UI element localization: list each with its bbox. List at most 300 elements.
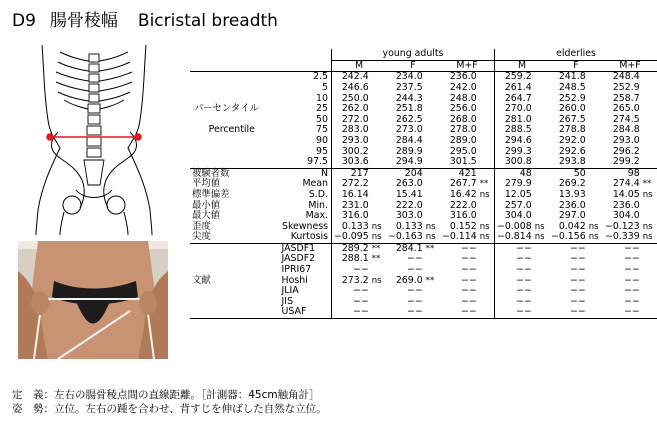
value-cell: 252.9 <box>612 81 640 93</box>
significance-cell <box>370 93 386 104</box>
percentile-value: 97.5 <box>307 156 328 168</box>
stat-label-jp: 最大値 <box>192 210 221 222</box>
significance-cell <box>533 275 549 286</box>
percentile-row <box>190 115 657 126</box>
significance-cell <box>641 200 657 211</box>
significance-cell <box>533 297 549 308</box>
value-cell: 299.3 <box>494 146 532 157</box>
value-cell: −− <box>569 274 586 286</box>
stat-label-en: Max. <box>305 210 328 222</box>
significance-cell <box>370 115 386 126</box>
significance-cell: ns <box>642 221 653 232</box>
significance-cell <box>641 286 657 297</box>
value-cell: 250.0 <box>331 93 369 104</box>
literature-label: 文献 <box>192 274 211 286</box>
value-cell: 421 <box>440 168 478 179</box>
significance-cell <box>478 83 495 94</box>
value-cell: 242.0 <box>449 81 477 93</box>
significance-cell <box>533 168 549 179</box>
significance-cell <box>424 136 440 147</box>
value-cell: 283.0 <box>331 125 369 136</box>
stat-label-jp: 尖度 <box>192 231 211 243</box>
percentile-row <box>190 146 657 157</box>
significance-cell <box>533 307 549 318</box>
significance-cell <box>587 179 603 190</box>
significance-cell: ** <box>370 243 386 254</box>
significance-cell <box>478 307 495 318</box>
significance-cell <box>641 254 657 265</box>
significance-cell <box>370 307 386 318</box>
literature-row <box>190 265 657 276</box>
value-cell: 296.2 <box>612 145 640 157</box>
significance-cell <box>587 254 603 265</box>
literature-source: JIS <box>281 295 294 307</box>
value-cell: −0.008 <box>494 222 532 233</box>
value-cell: −− <box>623 264 640 276</box>
percentile-value: 50 <box>316 113 328 125</box>
significance-cell <box>424 104 440 115</box>
value-cell: −− <box>406 253 423 265</box>
percentile-value: 95 <box>316 145 328 157</box>
value-cell: −− <box>440 307 478 318</box>
value-cell: 293.8 <box>558 156 586 168</box>
significance-cell <box>424 72 440 83</box>
value-cell: 292.0 <box>558 134 586 146</box>
value-cell: −0.339 <box>604 231 640 243</box>
value-cell: −− <box>623 274 640 286</box>
significance-cell <box>424 200 440 211</box>
significance-cell <box>370 72 386 83</box>
significance-cell <box>478 275 495 286</box>
literature-row <box>190 297 657 308</box>
significance-cell <box>478 115 495 126</box>
significance-cell: ns <box>479 232 490 243</box>
value-cell: 273.2 <box>331 275 369 286</box>
value-cell: −− <box>494 243 532 254</box>
stat-label-jp: 標準偏差 <box>192 188 230 200</box>
literature-row <box>190 243 657 254</box>
value-cell: 50 <box>549 168 587 179</box>
significance-cell: ns <box>371 232 382 243</box>
value-cell: 304.0 <box>612 210 640 222</box>
significance-cell <box>641 93 657 104</box>
posture-key: 姿 勢： <box>12 403 54 415</box>
value-cell: 248.5 <box>558 81 586 93</box>
value-cell: 295.0 <box>449 145 477 157</box>
value-cell: 263.0 <box>395 178 423 190</box>
column-header-m: M <box>494 60 549 72</box>
significance-cell <box>587 104 603 115</box>
significance-cell <box>370 157 386 168</box>
significance-cell <box>424 254 440 265</box>
significance-cell <box>641 265 657 276</box>
value-cell: −− <box>406 285 423 297</box>
value-cell: −− <box>460 285 477 297</box>
significance-cell <box>533 211 549 222</box>
significance-cell <box>533 93 549 104</box>
value-cell: 265.0 <box>612 103 640 115</box>
significance-cell <box>533 125 549 136</box>
value-cell: −− <box>569 253 586 265</box>
significance-cell <box>533 104 549 115</box>
literature-row <box>190 254 657 265</box>
definition-text: 左右の腸骨稜点間の直線距離。［計測器：45cm触角計］ <box>54 389 320 401</box>
significance-cell <box>478 93 495 104</box>
value-cell: 236.0 <box>449 71 477 83</box>
significance-cell <box>370 211 386 222</box>
significance-cell <box>424 83 440 94</box>
significance-cell: ns <box>642 189 653 200</box>
significance-cell <box>370 179 386 190</box>
stat-label-en: N <box>274 168 332 179</box>
value-cell: −− <box>494 265 532 276</box>
significance-cell <box>587 190 603 201</box>
value-cell: 299.2 <box>612 156 640 168</box>
value-cell: −− <box>460 295 477 307</box>
significance-cell <box>587 157 603 168</box>
row-label-blank <box>190 286 274 297</box>
significance-cell <box>533 265 549 276</box>
significance-cell <box>587 83 603 94</box>
value-cell: 98 <box>603 168 641 179</box>
value-cell: 270.0 <box>494 104 532 115</box>
column-header-f: F <box>386 60 440 72</box>
significance-cell <box>641 211 657 222</box>
significance-cell <box>370 200 386 211</box>
significance-cell <box>478 168 495 179</box>
significance-cell: ** <box>425 275 435 286</box>
value-cell: −− <box>549 243 587 254</box>
significance-cell <box>587 200 603 211</box>
significance-cell: ** <box>642 179 652 190</box>
literature-source: IPRI67 <box>281 264 312 276</box>
stat-label-en: S.D. <box>308 188 328 200</box>
stat-row <box>190 168 657 179</box>
header-group-row <box>190 49 657 60</box>
literature-row <box>190 307 657 318</box>
significance-cell <box>478 200 495 211</box>
value-cell: 14.05 <box>612 188 640 200</box>
significance-cell <box>533 190 549 201</box>
group-header-young: young adults <box>331 49 494 60</box>
significance-cell <box>424 286 440 297</box>
significance-cell <box>641 275 657 286</box>
group-header-elder: elderlies <box>494 49 657 60</box>
significance-cell <box>641 83 657 94</box>
significance-cell <box>370 297 386 308</box>
significance-cell <box>587 115 603 126</box>
significance-cell <box>533 286 549 297</box>
significance-cell <box>478 211 495 222</box>
title-english: Bicristal breadth <box>137 11 278 31</box>
value-cell: −− <box>494 275 532 286</box>
value-cell: 0.133 <box>331 222 369 233</box>
significance-cell <box>641 157 657 168</box>
significance-cell <box>587 211 603 222</box>
significance-cell <box>424 265 440 276</box>
significance-cell <box>533 243 549 254</box>
value-cell: −− <box>331 307 369 318</box>
stat-label-jp: 被験者数 <box>190 168 274 179</box>
value-cell: 303.6 <box>331 157 369 168</box>
significance-cell <box>424 93 440 104</box>
value-cell: 234.0 <box>395 71 423 83</box>
significance-cell <box>424 125 440 136</box>
value-cell: −− <box>331 265 369 276</box>
row-label-blank <box>190 83 274 94</box>
significance-cell: ns <box>371 221 382 232</box>
value-cell: −− <box>569 295 586 307</box>
percentile-row <box>190 104 657 115</box>
value-cell: 297.0 <box>558 210 586 222</box>
value-cell: 303.0 <box>395 210 423 222</box>
value-cell: 264.7 <box>494 93 532 104</box>
value-cell: 294.6 <box>494 136 532 147</box>
skeleton-illustration <box>20 40 170 235</box>
percentile-value: 90 <box>316 134 328 146</box>
significance-cell <box>370 286 386 297</box>
value-cell: 222.0 <box>395 199 423 211</box>
significance-cell: ns <box>371 275 382 286</box>
value-cell: 251.8 <box>395 103 423 115</box>
value-cell: 244.3 <box>395 92 423 104</box>
significance-cell: ** <box>371 254 381 265</box>
header-blank <box>190 60 274 72</box>
significance-cell <box>424 115 440 126</box>
header-blank <box>274 60 332 72</box>
row-label-blank <box>190 243 274 254</box>
value-cell: 267.7 <box>449 178 477 190</box>
value-cell: 289.9 <box>395 145 423 157</box>
significance-cell <box>478 254 495 265</box>
significance-cell <box>641 307 657 318</box>
significance-cell <box>533 83 549 94</box>
stat-label-en: Skewness <box>282 220 328 232</box>
value-cell: −− <box>623 295 640 307</box>
header-column-row <box>190 60 657 72</box>
value-cell: 284.4 <box>395 134 423 146</box>
significance-cell <box>587 275 603 286</box>
value-cell: −0.814 <box>494 232 532 243</box>
value-cell: −− <box>549 307 587 318</box>
significance-cell: ns <box>534 221 545 232</box>
stat-label-en: Kurtosis <box>290 231 328 243</box>
value-cell: −− <box>569 264 586 276</box>
percentile-value: 5 <box>322 81 328 93</box>
row-label-blank <box>190 146 274 157</box>
value-cell: 236.0 <box>558 199 586 211</box>
significance-cell <box>641 168 657 179</box>
percentile-row <box>190 157 657 168</box>
significance-cell <box>370 265 386 276</box>
value-cell: 300.2 <box>331 146 369 157</box>
significance-cell: ns <box>479 221 490 232</box>
value-cell: 293.0 <box>612 134 640 146</box>
significance-cell <box>533 179 549 190</box>
definition-line <box>12 388 327 402</box>
row-label-blank <box>190 297 274 308</box>
value-cell: −0.114 <box>441 231 477 243</box>
value-cell: 272.0 <box>331 115 369 126</box>
value-cell: 262.5 <box>395 113 423 125</box>
value-cell: −− <box>494 286 532 297</box>
significance-cell <box>587 125 603 136</box>
significance-cell: ** <box>479 179 489 190</box>
value-cell: 236.0 <box>612 199 640 211</box>
stat-label-en: Min. <box>308 199 328 211</box>
significance-cell <box>587 136 603 147</box>
posture-text: 立位。左右の踵を合わせ、背すじを伸ばした自然な立位。 <box>54 403 327 415</box>
significance-cell <box>533 200 549 211</box>
value-cell: 278.0 <box>449 124 477 136</box>
significance-cell <box>587 72 603 83</box>
stat-row <box>190 200 657 211</box>
row-label-blank <box>190 307 274 318</box>
value-cell: 316.0 <box>331 211 369 222</box>
significance-cell <box>478 72 495 83</box>
value-cell: 237.5 <box>395 81 423 93</box>
significance-cell <box>370 125 386 136</box>
value-cell: −− <box>331 297 369 308</box>
literature-source: USAF <box>274 307 332 318</box>
value-cell: −− <box>494 254 532 265</box>
significance-cell <box>424 146 440 157</box>
value-cell: 284.8 <box>612 124 640 136</box>
significance-cell <box>533 254 549 265</box>
statistics-table <box>190 49 657 319</box>
value-cell: 248.0 <box>449 92 477 104</box>
significance-cell: ns <box>534 232 545 243</box>
definition-key: 定 義： <box>12 389 54 401</box>
significance-cell: ns <box>479 189 490 200</box>
significance-cell <box>641 136 657 147</box>
value-cell: −− <box>494 297 532 308</box>
stat-label-jp: 最小値 <box>192 199 221 211</box>
significance-cell <box>478 243 495 254</box>
value-cell: 289.2 <box>331 243 369 254</box>
significance-cell <box>641 297 657 308</box>
value-cell: −− <box>386 307 424 318</box>
stat-row <box>190 222 657 233</box>
value-cell: 204 <box>386 168 424 179</box>
significance-cell <box>370 104 386 115</box>
value-cell: 0.152 <box>449 220 477 232</box>
literature-row <box>190 286 657 297</box>
value-cell: −− <box>603 243 641 254</box>
value-cell: 258.7 <box>612 92 640 104</box>
stat-label-en: Mean <box>302 178 328 190</box>
significance-cell <box>587 243 603 254</box>
significance-cell <box>478 125 495 136</box>
significance-cell: ns <box>642 232 653 243</box>
significance-cell <box>424 307 440 318</box>
value-cell: −− <box>460 253 477 265</box>
value-cell: 268.0 <box>449 113 477 125</box>
significance-cell <box>478 265 495 276</box>
measurement-photo <box>18 241 168 359</box>
significance-cell <box>587 146 603 157</box>
significance-cell <box>370 83 386 94</box>
value-cell: −− <box>460 264 477 276</box>
significance-cell <box>478 146 495 157</box>
row-label-blank <box>190 72 274 83</box>
significance-cell <box>370 168 386 179</box>
percentile-label-jp: パーセンタイル <box>194 103 259 115</box>
value-cell: 316.0 <box>449 210 477 222</box>
value-cell: 261.4 <box>494 83 532 94</box>
significance-cell <box>370 146 386 157</box>
column-header-f: F <box>549 60 603 72</box>
row-label-blank <box>190 254 274 265</box>
value-cell: 274.4 <box>612 178 640 190</box>
value-cell: 15.41 <box>395 188 423 200</box>
measurement-code: D9 <box>12 11 36 31</box>
row-label-blank <box>190 157 274 168</box>
value-cell: 289.0 <box>449 134 477 146</box>
value-cell: 217 <box>331 168 369 179</box>
value-cell: 231.0 <box>331 200 369 211</box>
significance-cell <box>424 297 440 308</box>
significance-cell <box>587 93 603 104</box>
stat-label-jp: 平均値 <box>192 178 221 190</box>
value-cell: −− <box>623 285 640 297</box>
percentile-value: 25 <box>316 103 328 115</box>
percentile-row <box>190 72 657 83</box>
value-cell: −0.095 <box>331 232 369 243</box>
value-cell: 222.0 <box>449 199 477 211</box>
value-cell: 272.2 <box>331 179 369 190</box>
significance-cell: ** <box>424 243 440 254</box>
value-cell: 279.9 <box>494 179 532 190</box>
value-cell: 278.8 <box>558 124 586 136</box>
value-cell: −0.163 <box>387 231 423 243</box>
value-cell: −− <box>440 243 478 254</box>
percentile-row <box>190 93 657 104</box>
significance-cell <box>533 115 549 126</box>
value-cell: 301.5 <box>449 156 477 168</box>
header-blank <box>274 49 332 60</box>
significance-cell <box>478 104 495 115</box>
significance-cell: ns <box>588 221 599 232</box>
column-header-m: M <box>331 60 386 72</box>
significance-cell <box>641 243 657 254</box>
literature-source: JLIA <box>281 285 299 297</box>
value-cell: 304.0 <box>494 211 532 222</box>
significance-cell <box>641 104 657 115</box>
significance-cell <box>424 179 440 190</box>
value-cell: −0.123 <box>604 220 640 232</box>
stat-label-jp: 歪度 <box>192 220 211 232</box>
value-cell: 269.2 <box>558 178 586 190</box>
page-title <box>12 6 278 31</box>
value-cell: 281.0 <box>494 115 532 126</box>
value-cell: 16.42 <box>449 188 477 200</box>
significance-cell <box>533 146 549 157</box>
stat-row <box>190 190 657 201</box>
value-cell: 288.5 <box>494 125 532 136</box>
value-cell: 256.0 <box>449 103 477 115</box>
footer-notes <box>12 388 327 416</box>
value-cell: 257.0 <box>494 200 532 211</box>
significance-cell <box>641 125 657 136</box>
value-cell: −− <box>569 285 586 297</box>
value-cell: 294.9 <box>395 156 423 168</box>
value-cell: −0.156 <box>550 231 586 243</box>
value-cell: 248.4 <box>612 71 640 83</box>
significance-cell <box>587 286 603 297</box>
literature-source: Hoshi <box>281 274 308 286</box>
percentile-row <box>190 83 657 94</box>
